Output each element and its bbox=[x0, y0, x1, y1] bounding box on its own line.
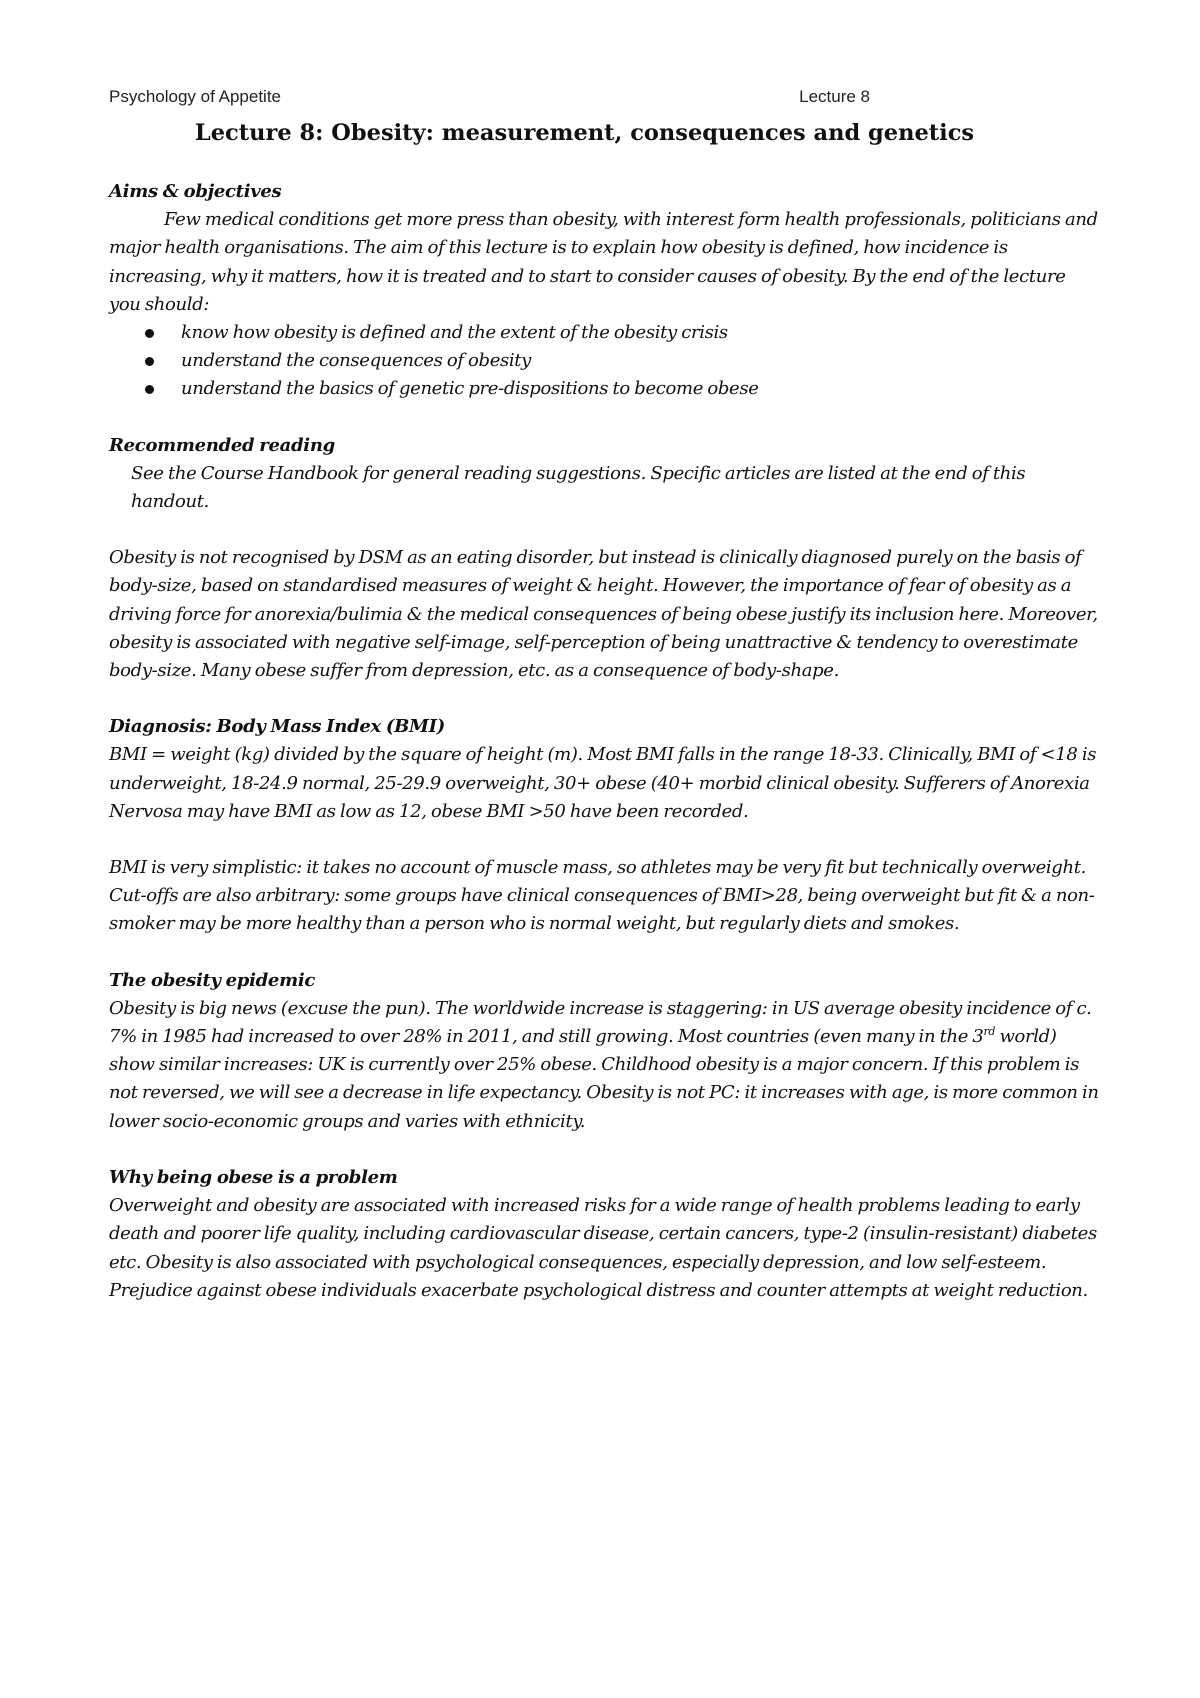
diagnosis-paragraph-1: BMI = weight (kg) divided by the square of height (m). Most BMI falls in the range 18-33. Clinically, BMI of <18 is underweight, 18-24.9 normal, 25-29.9 overweight, 30+ obese (40+ morbid clinical obesity. Sufferers of Anorexia Nervosa may have BMI as low as 12, obese BMI >50 have been recorded. bbox=[109, 744, 1097, 822]
reading-paragraph: See the Course Handbook for general reading suggestions. Specific articles are listed at the end of this handout. bbox=[131, 462, 1026, 513]
diagnosis-heading: Diagnosis: Body Mass Index (BMI) bbox=[109, 716, 445, 738]
diagnosis-section bbox=[109, 713, 1100, 938]
list-item bbox=[141, 347, 1100, 375]
problem-section bbox=[109, 1164, 1100, 1305]
ordinal-superscript: rd bbox=[983, 1025, 996, 1039]
header-lecture-number: Lecture 8 bbox=[799, 87, 870, 106]
problem-paragraph: Overweight and obesity are associated with increased risks for a wide range of health problems leading to early death and poorer life quality, including cardiovascular disease, certain cancers, type-2 (insulin-resistant) diabetes etc. Obesity is also associated with psychological consequences, especially depression, and low self-esteem. Prejudice against obese individuals exacerbate psychological distress and counter attempts at weight reduction. bbox=[109, 1195, 1097, 1301]
intro-paragraph: Obesity is not recognised by DSM as an eating disorder, but instead is clinically diagnosed purely on the basis of body-size, based on standardised measures of weight & height. However, the importance of fear of obesity as a driving force for anorexia/bulimia & the medical consequences of being obese justify its inclusion here. Moreover, obesity is associated with negative self-image, self-perception of being unattractive & tendency to overestimate body-size. Many obese suffer from depression, etc. as a consequence of body-shape. bbox=[109, 547, 1098, 682]
header-course-name: Psychology of Appetite bbox=[109, 87, 282, 106]
epidemic-section bbox=[109, 967, 1100, 1136]
epidemic-text-part-1: Obesity is big news (excuse the pun). The worldwide increase is staggering: in US average obesity incidence of c. 7% in 1985 had increased to over 28% in 2011, and still growing. Most countries (even many in the 3 bbox=[109, 997, 1092, 1048]
epidemic-text-part-2: world) show similar increases: UK is currently over 25% obese. Childhood obesity is a major concern. If this problem is not reversed, we will see a decrease in life expectancy. Obesity is not PC: it increases with age, is more common in lower socio-economic groups and varies with ethnicity. bbox=[109, 1026, 1099, 1132]
list-item bbox=[141, 375, 1100, 403]
bullet-text: know how obesity is defined and the extent of the obesity crisis bbox=[181, 322, 728, 344]
aims-heading: Aims & objectives bbox=[109, 181, 282, 202]
bullet-text: understand the consequences of obesity bbox=[181, 350, 531, 372]
running-header bbox=[109, 86, 1100, 108]
aims-section bbox=[109, 178, 1100, 404]
problem-heading: Why being obese is a problem bbox=[109, 1166, 398, 1188]
diagnosis-paragraph-2: BMI is very simplistic: it takes no account of muscle mass, so athletes may be very fit but technically overweight. Cut-offs are also arbitrary: some groups have clinical consequences of BMI>28, being overweight but fit & a non-smoker may be more healthy than a person who is normal weight, but regularly diets and smokes. bbox=[109, 857, 1095, 935]
reading-section bbox=[109, 432, 1100, 517]
epidemic-paragraph bbox=[109, 995, 1100, 1136]
aims-bullet-list bbox=[109, 319, 1100, 404]
aims-paragraph: Few medical conditions get more press than obesity, with interest form health professionals, politicians and major health organisations. The aim of this lecture is to explain how obesity is defined, how incidence is increasing, why it matters, how it is treated and to start to consider causes of obesity. By the end of the lecture you should: bbox=[109, 209, 1098, 315]
reading-heading: Recommended reading bbox=[109, 434, 335, 456]
bullet-icon bbox=[145, 357, 154, 366]
bullet-icon bbox=[145, 329, 154, 338]
list-item bbox=[141, 319, 1100, 347]
bullet-icon bbox=[145, 385, 154, 394]
document-title: Lecture 8: Obesity: measurement, consequences and genetics bbox=[194, 120, 975, 146]
epidemic-heading: The obesity epidemic bbox=[109, 969, 316, 991]
bullet-text: understand the basics of genetic pre-dispositions to become obese bbox=[181, 378, 759, 400]
